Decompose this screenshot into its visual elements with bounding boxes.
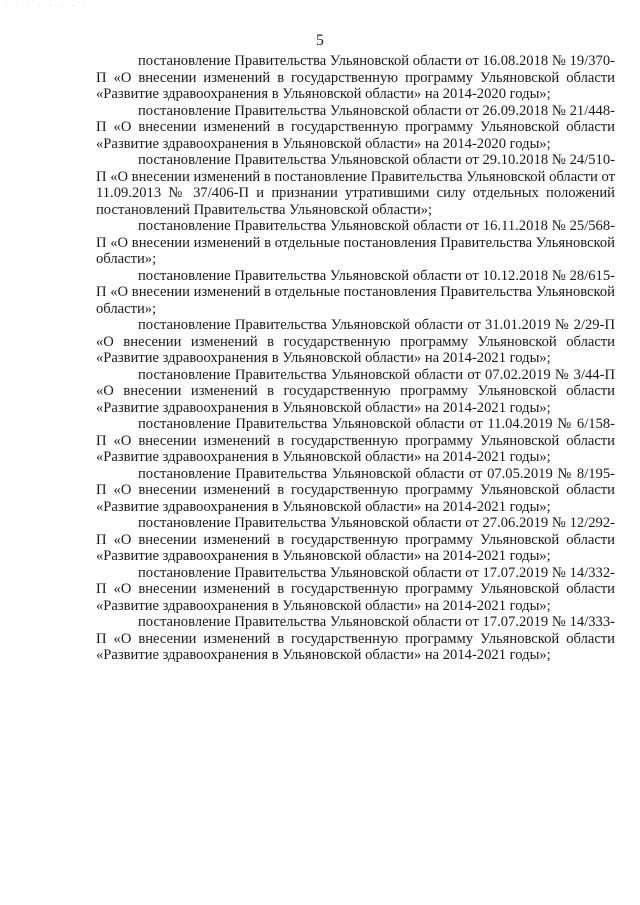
list-item [96,103,615,153]
list-item-text: постановление Правительства Ульяновской области от 16.11.2018 № 25/568-П «О внесении изменений в отдельные постановления Правительства Ульяновской области»; [96,218,615,267]
list-item [96,53,615,103]
document-body [96,53,615,664]
list-item-text: постановление Правительства Ульяновской области от 26.09.2018 № 21/448-П «О внесении изменений в государственную программу Ульяновской области «Развитие здравоохранения в Ульяновской области» на 2014-2020 годы»; [96,102,615,152]
list-item-text: постановление Правительства Ульяновской области от 17.07.2019 № 14/333-П «О внесении изменений в государственную программу Ульяновской области «Развитие здравоохранения в Ульяновской области» на 2014-2021 годы»; [96,614,615,663]
list-item [96,515,615,565]
list-item-text: постановление Правительства Ульяновской области от 10.12.2018 № 28/615-П «О внесении изменений в отдельные постановления Правительства Ульяновской области»; [96,267,615,317]
list-item [96,317,615,367]
list-item [96,416,615,466]
list-item [96,614,615,664]
list-item-text: постановление Правительства Ульяновской области от 07.05.2019 № 8/195-П «О внесении изменений в государственную программу Ульяновской области «Развитие здравоохранения в Ульяновской области» на 2014-2021 годы»; [96,465,615,515]
list-item-text: постановление Правительства Ульяновской области от 16.08.2018 № 19/370-П «О внесении изменений в государственную программу Ульяновской области «Развитие здравоохранения в Ульяновской области» на 2014-2020 годы»; [96,53,615,102]
list-item-text: постановление Правительства Ульяновской области от 31.01.2019 № 2/29-П «О внесении изменений в государственную программу Ульяновской области «Развитие здравоохранения в Ульяновской области» на 2014-2021 годы»; [96,317,615,366]
list-item-text: постановление Правительства Ульяновской области от 17.07.2019 № 14/332-П «О внесении изменений в государственную программу Ульяновской области «Развитие здравоохранения в Ульяновской области» на 2014-2021 годы»; [96,564,615,614]
list-item [96,565,615,615]
list-item [96,152,615,218]
list-item [96,268,615,318]
list-item-text: постановление Правительства Ульяновской области от 29.10.2018 № 24/510-П «О внесении изменений в постановление Правительства Ульяновской области от 11.09.2013 № 37/406-П и признании утратившими силу отдельных положений постановлений Правительства Ульяновской области»; [96,152,615,218]
scan-artifact-marks: · · · · · · - · [4,2,89,9]
list-item [96,466,615,516]
list-item [96,367,615,417]
list-item-text: постановление Правительства Ульяновской области от 11.04.2019 № 6/158-П «О внесении изменений в государственную программу Ульяновской области «Развитие здравоохранения в Ульяновской области» на 2014-2021 годы»; [96,416,615,465]
list-item-text: постановление Правительства Ульяновской области от 07.02.2019 № 3/44-П «О внесении изменений в государственную программу Ульяновской области «Развитие здравоохранения в Ульяновской области» на 2014-2021 годы»; [96,366,615,416]
list-item-text: постановление Правительства Ульяновской области от 27.06.2019 № 12/292-П «О внесении изменений в государственную программу Ульяновской области «Развитие здравоохранения в Ульяновской области» на 2014-2021 годы»; [96,515,615,564]
page-number: 5 [316,32,324,49]
list-item [96,218,615,268]
